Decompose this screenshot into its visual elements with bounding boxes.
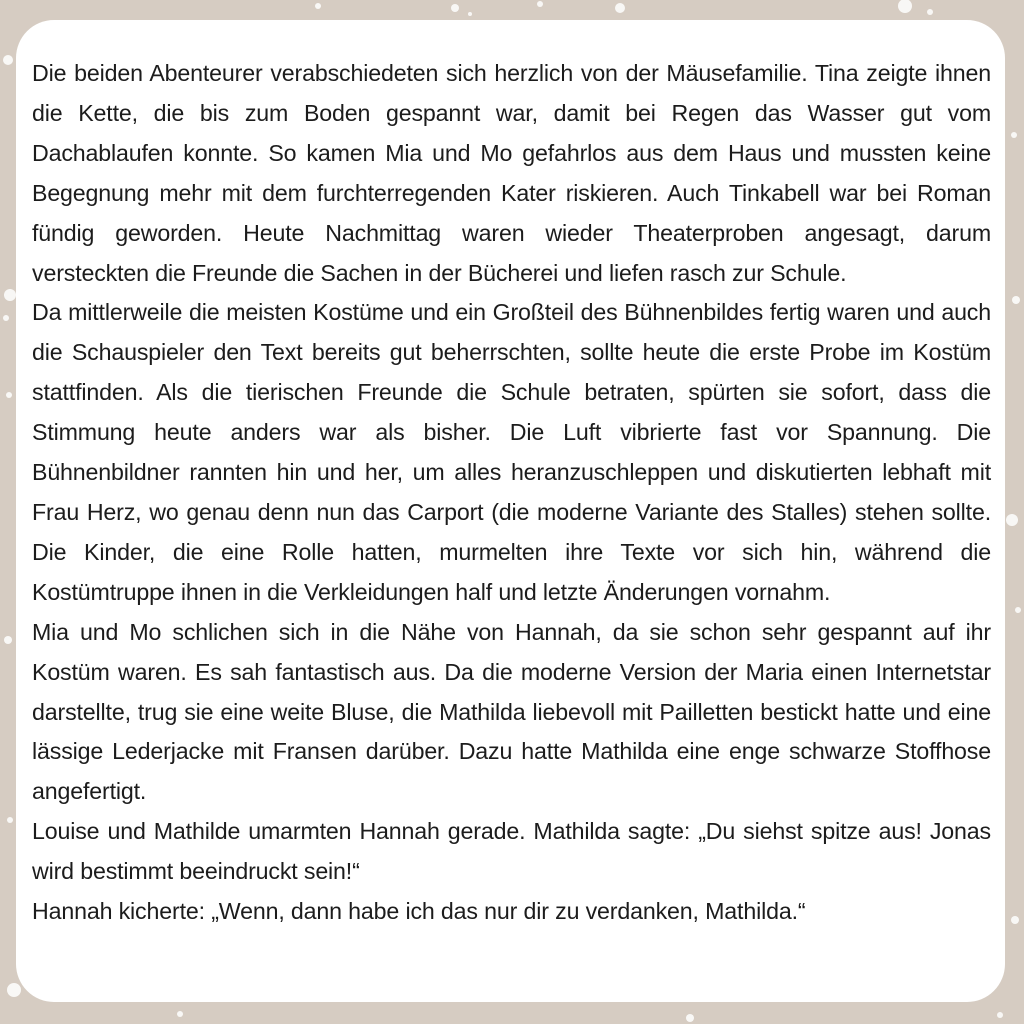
- paragraph-5: Hannah kicherte: „Wenn, dann habe ich das nur dir zu verdanken, Mathilda.“: [32, 898, 806, 925]
- paragraph-3: Mia und Mo schlichen sich in die Nähe von Hannah, da sie schon sehr gespannt auf ihr Kostüm waren. Es sah fantastisch aus. Da die moderne Version der Maria einen Internetstar darstellte, trug sie eine weite Bluse, die Mathilda liebevoll mit Pailletten bestickt hatte und eine lässige Lederjacke mit Fransen darüber. Dazu hatte Mathilda eine enge schwarze Stoffhose angefertigt.: [32, 618, 991, 805]
- story-text: [32, 54, 991, 932]
- paragraph-1: Die beiden Abenteurer verabschiedeten sich herzlich von der Mäusefamilie. Tina zeigte ihnen die Kette, die bis zum Boden gespannt war, damit bei Regen das Wasser gut vom Dachablaufen konnte. So kamen Mia und Mo gefahrlos aus dem Haus und mussten keine Begegnung mehr mit dem furchterregenden Kater riskieren. Auch Tinkabell war bei Roman fündig geworden. Heute Nachmittag waren wieder Theaterproben angesagt, darum versteckten die Freunde die Sachen in der Bücherei und liefen rasch zur Schule.: [32, 60, 991, 286]
- text-card: [16, 20, 1005, 1002]
- paragraph-2: Da mittlerweile die meisten Kostüme und ein Großteil des Bühnenbildes fertig waren und auch die Schauspieler den Text bereits gut beherrschten, sollte heute die erste Probe im Kostüm stattfinden. Als die tierischen Freunde die Schule betraten, spürten sie sofort, dass die Stimmung heute anders war als bisher. Die Luft vibrierte fast vor Spannung. Die Bühnenbildner rannten hin und her, um alles heranzuschleppen und diskutierten lebhaft mit Frau Herz, wo genau denn nun das Carport (die moderne Variante des Stalles) stehen sollte. Die Kinder, die eine Rolle hatten, murmelten ihre Texte vor sich hin, während die Kostümtruppe ihnen in die Verkleidungen half und letzte Änderungen vornahm.: [32, 299, 991, 605]
- paragraph-4: Louise und Mathilde umarmten Hannah gerade. Mathilda sagte: „Du siehst spitze aus! Jonas wird bestimmt beeindruckt sein!“: [32, 818, 991, 885]
